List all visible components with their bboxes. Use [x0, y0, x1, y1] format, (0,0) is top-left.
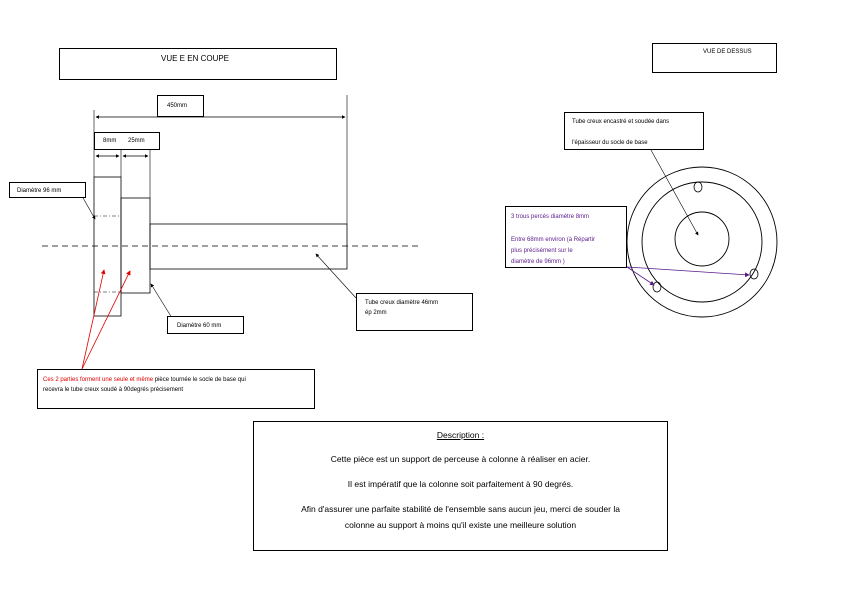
holes-note-line3: plus précisément sur le [511, 248, 573, 254]
dim-450-label: 450mm [167, 103, 188, 109]
dim-8-25-label-box [94, 132, 160, 150]
tube-label-line1: Tube creux diamètre 46mm [365, 300, 439, 306]
embedded-note-box [564, 112, 704, 150]
parts-note-red: Ces 2 parties forment une seule et même [43, 377, 154, 383]
description-heading: Description : [436, 430, 485, 440]
embedded-note-line2: l'épaisseur du socle de base [572, 140, 648, 146]
base-diameter-label: Diamètre 60 mm [177, 323, 222, 329]
holes-note-line2: Entre 68mm environ (à Répartir [511, 237, 596, 243]
base-part [121, 198, 150, 293]
parts-note-line1 [43, 376, 246, 384]
flange-outer-circle [627, 167, 777, 317]
section-view-title-box [59, 48, 337, 80]
description-line3: Afin d'assurer une parfaite stabilité de l'ensemble sans aucun jeu, merci de souder la [301, 504, 620, 514]
description-line4: colonne au support à moins qu'il existe une meilleure solution [344, 520, 577, 530]
parts-note-black: pièce tournée le socle de base qui [153, 377, 246, 383]
holes-note-line1: 3 trous percés diamètre 8mm [511, 214, 590, 220]
dim-450-label-box [157, 95, 204, 117]
tube-label-box [356, 293, 473, 331]
base-diameter-box [167, 316, 244, 334]
flange-diameter-label: Diamètre 96 mm [17, 188, 62, 194]
top-view-title: VUE DE DESSUS [703, 49, 752, 55]
parts-note-line2: recevra le tube creux soudé à 90degrés précisement [43, 387, 184, 393]
description-box [253, 421, 668, 551]
holes-note-line4: diamètre de 96mm ) [511, 259, 565, 265]
description-line2: Il est impératif que la colonne soit parfaitement à 90 degrés. [347, 479, 574, 489]
tube-part [150, 224, 347, 269]
holes-note-box [505, 206, 627, 268]
parts-note-box [37, 369, 315, 409]
description-line1: Cette pièce est un support de perceuse à colonne à réaliser en acier. [330, 454, 591, 464]
tube-label-line2: ép 2mm [365, 310, 387, 316]
top-view-title-box [652, 43, 777, 73]
hole-3 [653, 282, 661, 292]
hole-1 [694, 182, 702, 192]
flange-diameter-box [9, 182, 86, 198]
hole-2 [750, 269, 758, 279]
tube-circle [675, 212, 729, 266]
section-view-title: VUE E EN COUPE [161, 54, 230, 63]
dim-8mm-label: 8mm [103, 138, 117, 144]
dim-25mm-label: 25mm [128, 138, 145, 144]
embedded-note-line1: Tube creux encastré et soudée dans [572, 119, 670, 125]
